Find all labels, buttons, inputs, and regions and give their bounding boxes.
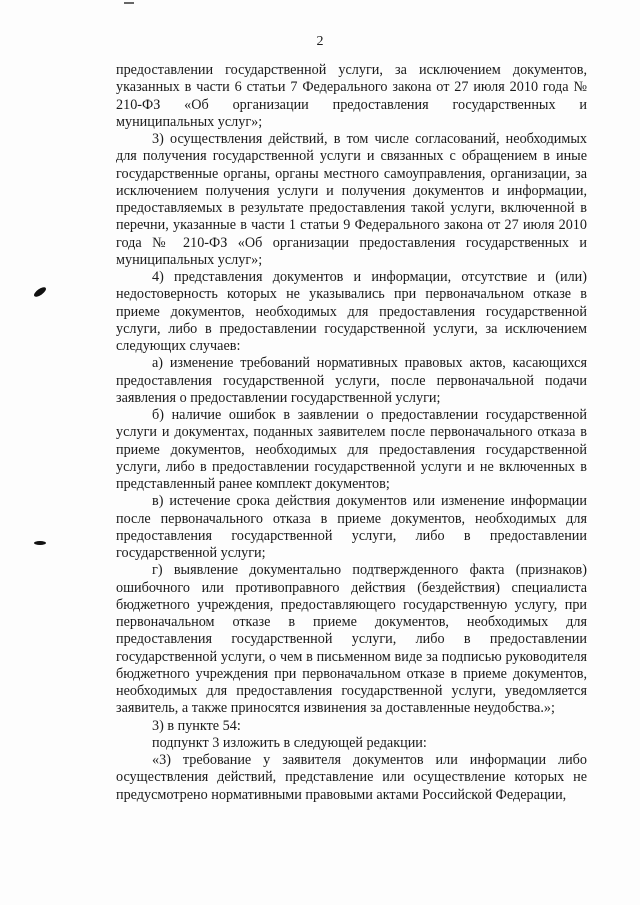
paragraph: б) наличие ошибок в заявлении о предоставлении государственной услуги и документах, поданных заявителем после первоначального отказа в приеме документов, необходимых для предоставления государственной услуги, либо в предоставлении государственной услуги и не включенных в представленный ранее комплект документов; bbox=[116, 407, 587, 492]
paragraph: 4) представления документов и информации, отсутствие и (или) недостоверность которых не указывались при первоначальном отказе в приеме документов, необходимых для предоставления государственной услуги, либо в предоставлении государственной услуги, за исключением следующих случаев: bbox=[116, 269, 587, 354]
scan-artifact bbox=[124, 2, 134, 4]
paragraph: 3) в пункте 54: bbox=[152, 717, 241, 734]
page-number: 2 bbox=[316, 34, 324, 49]
document-body bbox=[116, 62, 587, 804]
paragraph: «3) требование у заявителя документов или информации либо осуществления действий, представление или осуществление которых не предусмотрено нормативными правовыми актами Российской Федерации, bbox=[116, 752, 587, 803]
paragraph: а) изменение требований нормативных правовых актов, касающихся предоставления государственной услуги, после первоначальной подачи заявления о предоставлении государственной услуги; bbox=[116, 355, 587, 406]
paragraph: предоставлении государственной услуги, за исключением документов, указанных в части 6 статьи 7 Федерального закона от 27 июля 2010 года № 210-ФЗ «Об организации предоставления государственных и муниципальных услуг»; bbox=[116, 62, 587, 130]
paragraph: 3) осуществления действий, в том числе согласований, необходимых для получения государственной услуги и связанных с обращением в иные государственные органы, органы местного самоуправления, организации, за исключением получения услуги и получения документов и информации, предоставляемых в результате предоставления такой услуги, включенной в перечни, указанные в части 1 статьи 9 Федерального закона от 27 июля 2010 года № 210-ФЗ «Об организации предоставления государственных и муниципальных услуг»; bbox=[116, 131, 587, 268]
ink-mark bbox=[34, 541, 46, 545]
paragraph: подпункт 3 изложить в следующей редакции: bbox=[152, 734, 427, 751]
ink-mark bbox=[33, 286, 48, 299]
paragraph: в) истечение срока действия документов или изменение информации после первоначального отказа в приеме документов, необходимых для предоставления государственной услуги, либо в предоставлении государственной услуги; bbox=[116, 493, 587, 561]
paragraph: г) выявление документально подтвержденного факта (признаков) ошибочного или противоправного действия (бездействия) специалиста бюджетного учреждения, предоставляющего государственную услугу, при первоначальном отказе в приеме документов, необходимых для предоставления государственной услуги, либо в предоставлении государственной услуги, о чем в письменном виде за подписью руководителя бюджетного учреждения при первоначальном отказе в приеме документов, необходимых для предоставления государственной услуги, уведомляется заявитель, а также приносятся извинения за доставленные неудобства.»; bbox=[116, 562, 587, 717]
